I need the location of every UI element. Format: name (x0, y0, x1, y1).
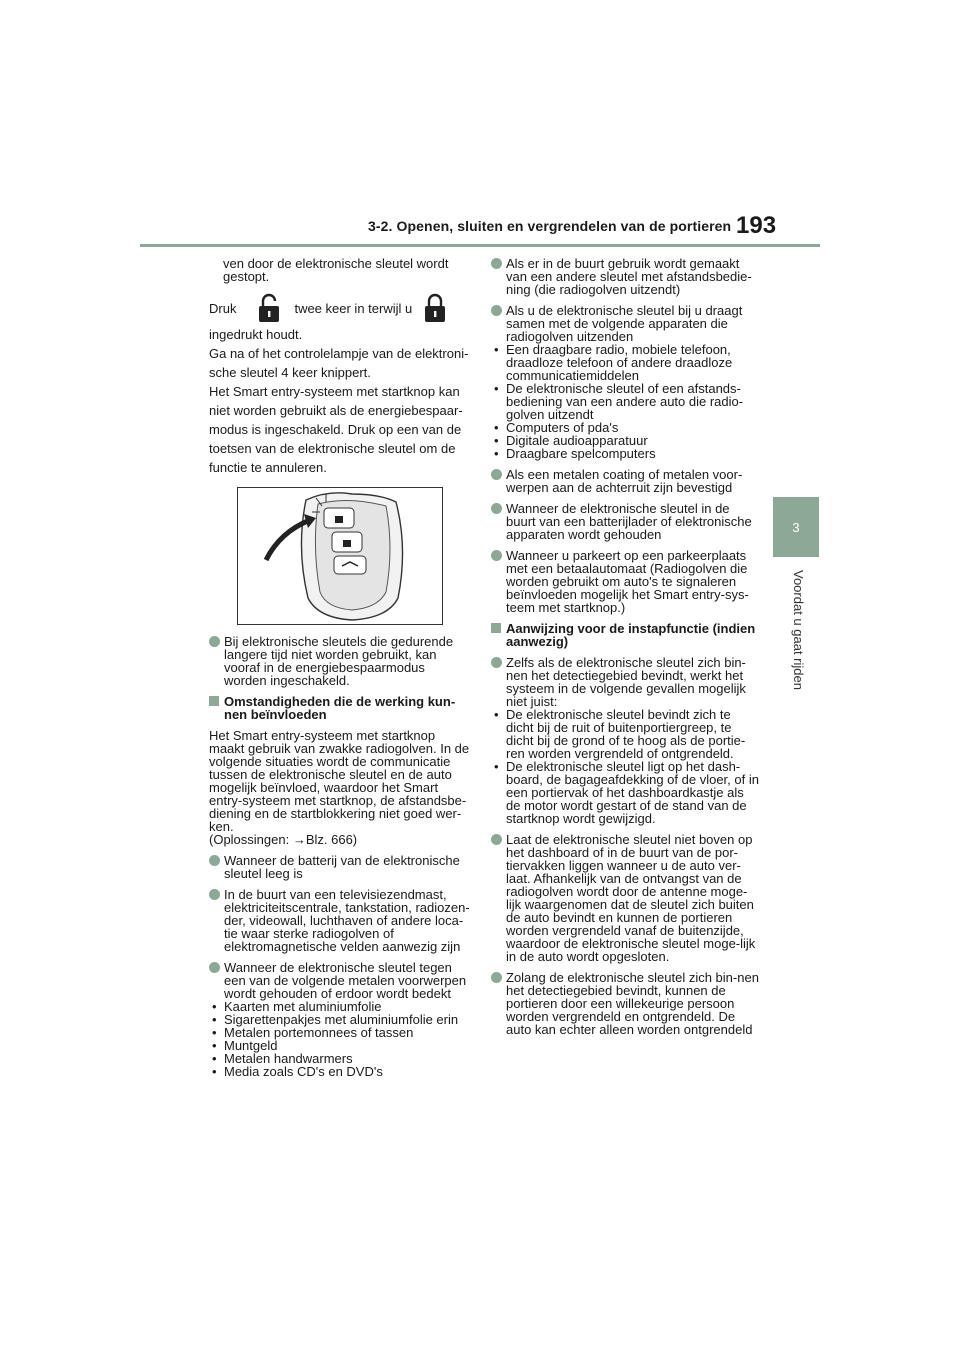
list-item: • Kaarten met aluminiumfolie (209, 1000, 471, 1013)
druk-instruction (209, 291, 471, 325)
bullet-item: Zolang de elektronische sleutel zich bin-nen het detectiegebied bevindt, kunnen de portieren door een willekeurige persoon worden vergrendeld en ontgrendeld. De auto kan echter alleen worden ontgrendeld (491, 971, 761, 1036)
bullet-item: Wanneer de elektronische sleutel in de buurt van een batterijlader of elektronische apparaten wordt gehouden (491, 502, 761, 541)
left-column (209, 257, 471, 1078)
list-item: • Computers of pda's (491, 421, 761, 434)
lock-icon (422, 292, 448, 324)
bullet-item: Zelfs als de elektronische sleutel zich bin-nen het detectiegebied bevindt, werkt het systeem in de volgende gevallen mogelijk niet juist: (491, 656, 761, 708)
list-item: • De elektronische sleutel ligt op het dash-board, de bagageafdekking of de vloer, of in een portiervak of het dashboardkastje als de motor wordt gestart of de stand van de startknop wordt gewijzigd. (491, 760, 761, 825)
list-item: • Metalen portemonnees of tassen (209, 1026, 471, 1039)
bullet-item: Bij elektronische sleutels die gedurende langere tijd niet worden gebruikt, kan vooraf in de energiebespaarmodus worden ingeschakeld. (209, 635, 471, 687)
intro-text: ven door de elektronische sleutel wordt gestopt. (223, 256, 449, 284)
section-heading: Aanwijzing voor de instapfunctie (indien aanwezig) (491, 622, 761, 648)
metal-objects-list (209, 1000, 471, 1078)
druk-text-c: ingedrukt houdt. (209, 327, 303, 342)
bullet-item: Als u de elektronische sleutel bij u draagt samen met de volgende apparaten die radiogolven uitzenden (491, 304, 761, 343)
smart-key-icon (238, 488, 442, 624)
list-item: • De elektronische sleutel of een afstands-bediening van een andere auto die radio-golven uitzendt (491, 382, 761, 421)
cases-list (491, 708, 761, 825)
chapter-tab: 3 (773, 497, 819, 557)
paragraph-weak-radio: Het Smart entry-systeem met startknop maakt gebruik van zwakke radiogolven. In de volgende situaties wordt de communicatie tussen de elektronische sleutel en de auto mogelijk beïnvloed, waardoor het Smart entry-systeem met startknop, de afstandsbe-diening en de startblokkering niet goed wer-ken. (209, 728, 470, 834)
list-item: • Metalen handwarmers (209, 1052, 471, 1065)
bullet-item: Wanneer de elektronische sleutel tegen een van de volgende metalen voorwerpen wordt gehouden of erdoor wordt bedekt (209, 961, 471, 1000)
druk-text-a: Druk (209, 300, 237, 316)
section-heading: Omstandigheden die de werking kun-nen beïnvloeden (209, 695, 471, 721)
druk-text-b: twee keer in terwijl u (294, 300, 413, 316)
paragraph-blink: Ga na of het controlelampje van de elektroni-sche sleutel 4 keer knippert. (209, 346, 469, 380)
bullet-item: In de buurt van een televisiezendmast, elektriciteitscentrale, tankstation, radiozen-der, videowall, luchthaven of andere loca-tie waar sterke radiogolven of elektromagnetische velden aanwezig zijn (209, 888, 471, 953)
list-item: • Draagbare spelcomputers (491, 447, 761, 460)
smart-key-illustration (237, 487, 443, 625)
solutions-reference: (Oplossingen: →Blz. 666) (209, 832, 358, 847)
list-item: • Een draagbare radio, mobiele telefoon, draadloze telefoon of andere draadloze communicatiemiddelen (491, 343, 761, 382)
paragraph-energy-saving: Het Smart entry-systeem met startknop kan niet worden gebruikt als de energiebespaar-modus is ingeschakeld. Druk op een van de toetsen van de elektronische sleutel om de functie te annuleren. (209, 384, 463, 475)
list-item: • Digitale audioapparatuur (491, 434, 761, 447)
header-rule (140, 244, 820, 247)
list-item: • Sigarettenpakjes met aluminiumfolie erin (209, 1013, 471, 1026)
chapter-label-text: Voordat u gaat rijden (791, 570, 806, 690)
section-title: 3-2. Openen, sluiten en vergrendelen van de portieren (368, 218, 732, 234)
chapter-label (788, 570, 808, 710)
lock-icon (256, 292, 282, 324)
page-number: 193 (736, 212, 777, 239)
bullet-item: Wanneer u parkeert op een parkeerplaats met een betaalautomaat (Radiogolven die worden gebruikt om auto's te signaleren beïnvloeden mogelijk het Smart entry-sys-teem met startknop.) (491, 549, 761, 614)
bullet-item: Wanneer de batterij van de elektronische sleutel leeg is (209, 854, 471, 880)
list-item: • Muntgeld (209, 1039, 471, 1052)
radio-devices-list (491, 343, 761, 460)
list-item: • Media zoals CD's en DVD's (209, 1065, 471, 1078)
list-item: • De elektronische sleutel bevindt zich te dicht bij de ruit of buitenportiergreep, te dicht bij de grond of te hoog als de portie-ren worden vergrendeld of ontgrendeld. (491, 708, 761, 760)
bullet-item: Als er in de buurt gebruik wordt gemaakt van een andere sleutel met afstandsbedie-ning (die radiogolven uitzendt) (491, 257, 761, 296)
right-column (491, 257, 761, 1044)
bullet-item: Als een metalen coating of metalen voor-werpen aan de achterruit zijn bevestigd (491, 468, 761, 494)
bullet-item: Laat de elektronische sleutel niet boven op het dashboard of in de buurt van de por-tiervakken liggen wanneer u de auto ver-laat. Afhankelijk van de ontvangst van de radiogolven wordt door de antenne moge-lijk waargenomen dat de sleutel zich buiten de auto bevindt en kunnen de portieren worden vergrendeld vanaf de buitenzijde, waardoor de elektronische sleutel moge-lijk in de auto wordt opgesloten. (491, 833, 761, 963)
